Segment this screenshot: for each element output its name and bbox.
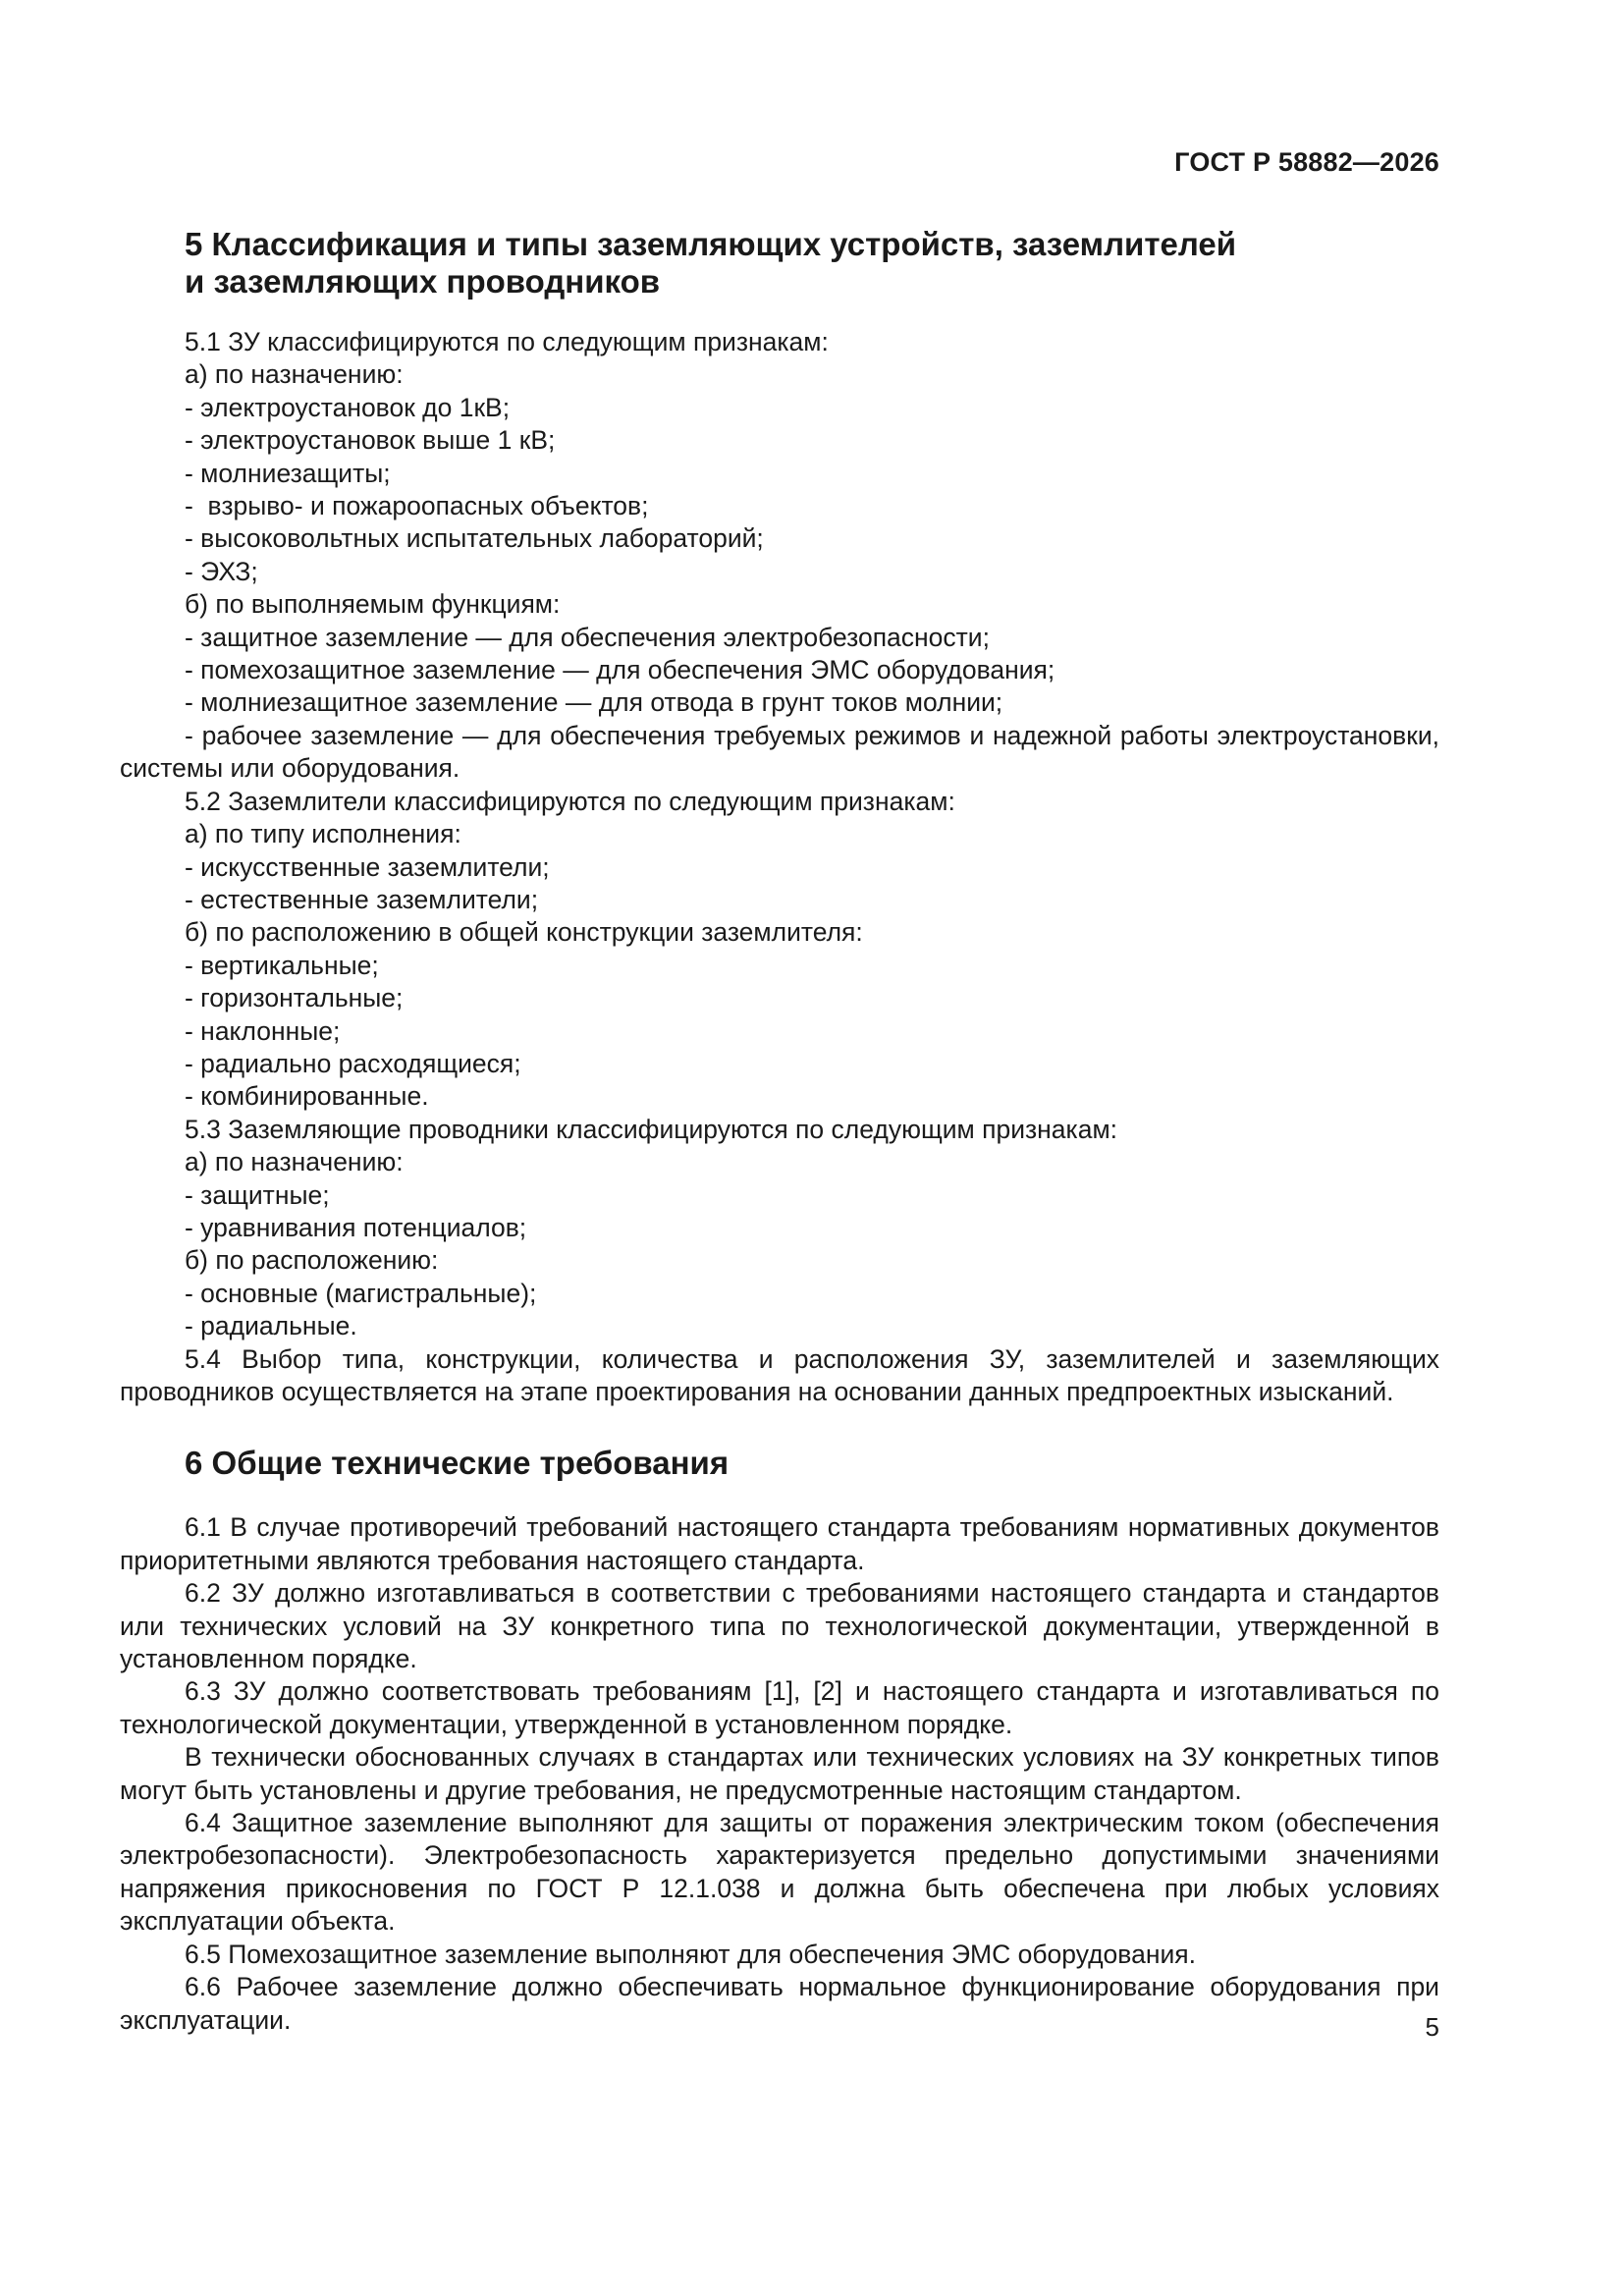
list-item: - основные (магистральные); [185, 1278, 537, 1308]
clause-5-4: 5.4 Выбор типа, конструкции, количества и расположения ЗУ, заземлителей и заземляющих проводников осуществляется на этапе проектирования на основании данных предпроектных изысканий. [120, 1343, 1439, 1406]
page-content [120, 226, 1439, 2037]
clause-5-1: 5.1 ЗУ классифицируются по следующим признакам: [185, 327, 829, 356]
list-item: - защитные; [185, 1179, 330, 1210]
list-heading: б) по выполняемым функциям: [185, 589, 561, 620]
list-item: - молниезащитное заземление — для отвода в грунт токов молнии; [185, 687, 1003, 718]
section-5-title-line-1: 5 Классификация и типы заземляющих устройств, заземлителей [185, 226, 1237, 262]
list-item: - наклонные; [185, 1015, 341, 1046]
list-item: - высоковольтных испытательных лабораторий; [185, 523, 764, 554]
clause-6-5: 6.5 Помехозащитное заземление выполняют для обеспечения ЭМС оборудования. [185, 1939, 1196, 1969]
list-item: - комбинированные. [185, 1081, 429, 1112]
clause-6-3: 6.3 ЗУ должно соответствовать требованиям [1], [2] и настоящего стандарта и изготавливаться по технологической документации, утвержденной в установленном порядке. [120, 1676, 1439, 1739]
list-heading: а) по назначению: [185, 1147, 404, 1177]
list-heading: а) по типу исполнения: [185, 819, 461, 849]
list-heading: а) по назначению: [185, 359, 404, 390]
list-item-work-grounding: - рабочее заземление — для обеспечения требуемых режимов и надежной работы электроустановки, системы или оборудования. [120, 720, 1439, 784]
list-heading: б) по расположению в общей конструкции заземлителя: [185, 917, 863, 948]
list-heading: б) по расположению: [185, 1245, 439, 1276]
document-code: ГОСТ Р 58882—2026 [1174, 147, 1439, 177]
list-item: - защитное заземление — для обеспечения электробезопасности; [185, 622, 990, 652]
clause-5-3: 5.3 Заземляющие проводники классифицируются по следующим признакам: [185, 1114, 1118, 1144]
list-item: - естественные заземлители; [185, 884, 539, 914]
clause-5-2: 5.2 Заземлители классифицируются по следующим признакам: [185, 786, 955, 816]
clause-6-2: 6.2 ЗУ должно изготавливаться в соответствии с требованиями настоящего стандарта и стандартов или технических условий на ЗУ конкретного типа по технологической документации, утвержденной в установленном порядке. [120, 1578, 1439, 1674]
list-item: - взрыво- и пожароопасных объектов; [185, 491, 649, 521]
clause-6-6: 6.6 Рабочее заземление должно обеспечивать нормальное функционирование оборудования при эксплуатации. [120, 1972, 1439, 2035]
section-6-title: 6 Общие технические требования [185, 1445, 730, 1482]
section-5-title [120, 226, 1439, 301]
list-item: - электроустановок выше 1 кВ; [185, 425, 556, 456]
list-item: - искусственные заземлители; [185, 851, 550, 882]
list-item: - радиально расходящиеся; [185, 1048, 521, 1078]
list-item: - молниезащиты; [185, 458, 391, 488]
clause-6-4: 6.4 Защитное заземление выполняют для защиты от поражения электрическим током (обеспечения электробезопасности). Электробезопасность характеризуется предельно допустимыми значениями напряжения прикосновения по ГОСТ Р 12.1.038 и должна быть обеспечена при любых условиях эксплуатации объекта. [120, 1808, 1439, 1937]
list-item: - электроустановок до 1кВ; [185, 392, 511, 422]
list-item: - радиальные. [185, 1311, 357, 1341]
list-item: - помехозащитное заземление — для обеспечения ЭМС оборудования; [185, 655, 1055, 685]
section-5-body [120, 326, 1439, 1408]
clause-6-1: 6.1 В случае противоречий требований настоящего стандарта требованиям нормативных документов приоритетными являются требования настоящего стандарта. [120, 1512, 1439, 1575]
list-item: - ЭХЗ; [185, 556, 258, 586]
list-item: - вертикальные; [185, 950, 379, 980]
list-item: - уравнивания потенциалов; [185, 1212, 527, 1242]
clause-6-3-note: В технически обоснованных случаях в стандартах или технических условиях на ЗУ конкретных типов могут быть установлены и другие требования, не предусмотренные настоящим стандартом. [120, 1742, 1439, 1805]
section-5-title-line-2: и заземляющих проводников [185, 263, 661, 300]
page-number: 5 [1425, 2012, 1439, 2042]
list-item: - горизонтальные; [185, 983, 404, 1013]
section-6-body [120, 1511, 1439, 2037]
